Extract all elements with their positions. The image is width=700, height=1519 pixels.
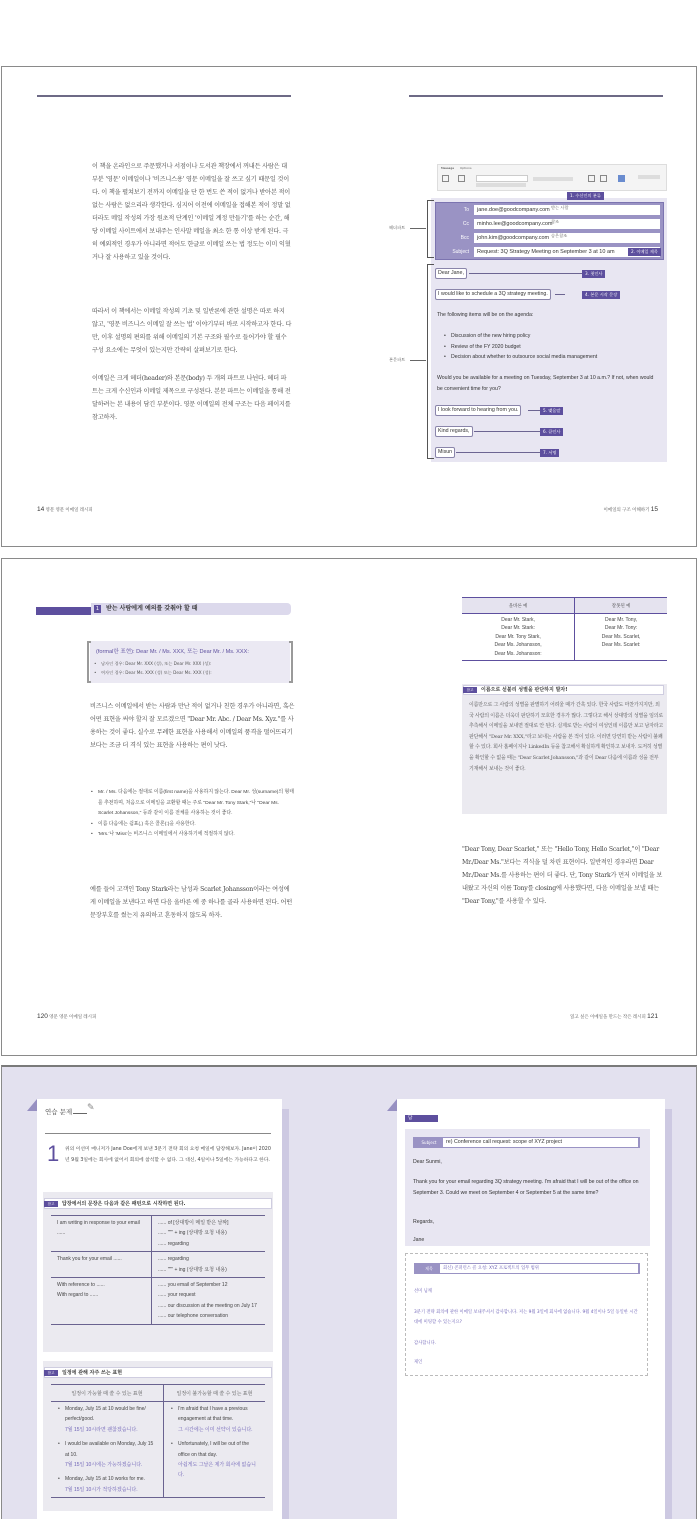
header-wrong: 잘못된 예 <box>575 598 667 614</box>
answer-email <box>405 1129 650 1246</box>
header-part-label: 헤더파트 <box>389 225 406 230</box>
section-heading <box>36 603 291 615</box>
answer-card <box>397 1099 665 1519</box>
send-icon <box>442 175 449 182</box>
field-to <box>436 204 661 216</box>
expression-en: Monday, July 15 at 10 would be fine/ perfect/good. <box>65 1406 146 1423</box>
translation-subject-row <box>414 1263 640 1274</box>
expression-kr: 7월 15일 10시라면 괜찮겠습니다. <box>65 1426 138 1433</box>
correct-example: Dear Ms. Johansson, <box>494 642 542 649</box>
expression-en: I would be available on Monday, July 15 at 10. <box>65 1441 154 1458</box>
connector-line <box>410 228 426 229</box>
answer-regards: Regards, <box>413 1219 435 1225</box>
field-cc <box>436 218 661 230</box>
header-bracket <box>427 200 434 258</box>
box-title: 답장에서의 문장은 다음과 같은 패턴으로 시작하면 된다. <box>62 1201 186 1207</box>
expression-item <box>65 1404 157 1435</box>
header-correct: 올바른 예 <box>462 598 575 614</box>
exercise-title: 연습 문제 <box>45 1108 73 1116</box>
pattern-option: ...... regarding <box>158 1240 189 1247</box>
connector-line <box>410 360 426 361</box>
card-shadow <box>665 1109 672 1519</box>
pattern-option: ...... your request <box>158 1292 196 1299</box>
expression-kr: 그 시간에는 이미 선약이 있습니다. <box>178 1426 253 1433</box>
header-unavailable: 일정이 불가능할 때 쓸 수 있는 표현 <box>164 1385 266 1402</box>
tag-subject: 2. 이메일 제목 <box>628 248 661 256</box>
translation-greeting: 선미 님께 <box>414 1289 432 1294</box>
box-title: 일정에 관해 자주 쓰는 표현 <box>62 1370 123 1376</box>
agenda-list <box>443 331 663 363</box>
agenda-item: • Review of the FY 2020 budget <box>451 342 663 353</box>
box-badge: 참고 <box>44 1201 58 1207</box>
tag-opening: 4. 본문 시작 문장 <box>582 291 620 299</box>
toolbar-tab-options: Options <box>460 166 472 170</box>
header-rule-left <box>37 95 291 97</box>
connector-line <box>474 431 540 432</box>
agenda-item: • Decision about whether to outsource social media management <box>451 352 663 363</box>
rules-list <box>90 788 295 841</box>
header-available: 일정이 가능할 때 쓸 수 있는 표현 <box>51 1385 164 1402</box>
title-underline <box>73 1113 87 1114</box>
agenda-item: • Discussion of the new hiring policy <box>451 331 663 342</box>
chapter-title: 이메일의 구조 이해하기 <box>603 507 650 512</box>
font-select <box>476 175 528 182</box>
available-expressions <box>51 1402 164 1498</box>
book-title: 영문 영문 이메일 레시피 <box>49 1014 97 1019</box>
answer-greeting: Dear Sunmi, <box>413 1159 442 1165</box>
question-number: 1 <box>47 1141 60 1166</box>
format-buttons <box>476 183 526 187</box>
pattern-right <box>152 1216 266 1252</box>
connector-line <box>555 294 565 295</box>
footer-left <box>37 506 93 513</box>
expression-kr: 아쉽게도 그날은 제가 회사에 없습니다. <box>178 1462 257 1479</box>
expression-item <box>178 1404 259 1435</box>
agenda-intro: The following items will be on the agenda: <box>437 312 534 318</box>
translation-regards: 감사합니다. <box>414 1341 437 1346</box>
expression-item <box>65 1439 157 1470</box>
tip-header <box>463 685 664 695</box>
pattern-option: ...... our telephone conversation <box>158 1313 229 1320</box>
answer-name: Jane <box>413 1237 425 1243</box>
paragraph-formal-usage: 비즈니스 이메일에서 받는 사람과 만난 적이 없거나 친한 경우가 아니라면, 혹은 어떤 표현을 써야 할지 잘 모르겠으면 "Dear Mr. Abc. / Dear Ms. Xyz."를 사용하는 것이 좋다. 실수로 무례한 표현을 사용해서 이메일의 품격을 떨어뜨리기보다는 조금 더 격식 있는 표현을 사용하는 편이 낫다. <box>90 703 295 749</box>
card-shadow <box>282 1109 289 1519</box>
correct-example: Dear Mr. Stark, <box>501 617 535 623</box>
field-label-subject: Subject <box>452 249 469 255</box>
pencil-icon: ✎ <box>87 1103 95 1113</box>
section-bar-accent <box>36 607 91 615</box>
formal-item-female: • 여자인 경우: Dear Ms. XXX (성) 또는 Dear Ms. XXX (성): <box>101 668 212 677</box>
field-label-cc: Cc <box>462 221 469 227</box>
correct-vs-wrong-table <box>462 597 667 661</box>
tables-icon <box>618 175 625 182</box>
signoff-callout: Kind regards, <box>435 426 473 437</box>
properties-buttons <box>638 175 660 179</box>
table-row <box>51 1278 265 1325</box>
opening-callout: I would like to schedule a 3Q strategy meeting. <box>435 289 551 300</box>
intro-paragraph-2: 따라서 이 책에서는 이메일 작성의 기초 및 일반론에 관한 설명은 따로 하지 않고, '영문 비즈니스 이메일 잘 쓰는 법' 이야기부터 바로 시작하고자 한다. 다만, 이후 설명의 편의를 위해 이메일의 기본 구조와 필수로 들어가야 할 필수 구성 요소에는 무엇이 있는지만 간략히 살펴보기로 한다. <box>92 308 292 354</box>
note-bcc: 숨은참조 <box>551 233 568 238</box>
field-value-subject: Request: 3Q Strategy Meeting on September 3 at 10 am <box>474 247 660 257</box>
paragraph-example: 예를 들어 고객인 Tony Stark라는 남성과 Scarlet Johansson이라는 여성에게 이메일을 보낸다고 하면 다음 올바른 예 중 하나를 골라 사용하면 된다. 어떤 문장부호를 썼는지 유의하고 혼동하지 않도록 하자. <box>90 886 293 919</box>
page-number: 121 <box>647 1013 658 1020</box>
translation-subject-value: 회신) 콘퍼런스 콜 요청: XYZ 프로젝트의 업무 범위 <box>440 1264 638 1273</box>
expression-en: Monday, July 15 at 10 works for me. <box>65 1476 145 1483</box>
pattern-option: ...... """ + ing (상대방 요청 내용) <box>158 1266 227 1273</box>
card-corner <box>387 1099 397 1111</box>
intro-paragraph-1: 이 책을 온라인으로 주문했거나 서점이나 도서관 책장에서 꺼내든 사람은 대부분 '영문' 이메일이나 '비즈니스용' 영문 이메일을 잘 쓰고 싶기 때문일 것이다. 이 책을 펼쳐보기 전까지 이메일을 단 한 번도 쓴 적이 없거나 받아본 적이 없는 사람은 없으리라 생각한다. 심지어 이전에 이메일을 접해본 적이 정말 없더라도 메일 작성의 가장 원초적 단계인 '이메일 계정 만들기'를 하는 순간, 해당 이메일 사이트에서 보내주는 인사말 메일을 최소 한 통 이상 받게 된다. 극히 예외적인 경우가 아니라면 적어도 한글로 이메일 쓰는 법 정도는 이미 익혔거나 잘 사용하고 있을 것이다. <box>92 163 291 261</box>
paragraph-informal: "Dear Tony, Dear Scarlet," 또는 "Hello Tony, Hello Scarlet,"이 "Dear Mr./Dear Ms."보다는 격식을 덜 차린 표현이다. 일반적인 경우라면 Dear Mr./Dear Ms.를 사용하는 편이 더 좋다. 단, Tony Stark가 먼저 이메일을 보내왔고 자신의 이름 Tony를 closing에 사용했다면, 다음 이메일을 보낼 때는 "Dear Tony,"를 사용할 수 있다. <box>462 846 663 905</box>
subject-value: re) Conference call request: scope of XYZ project <box>443 1138 638 1147</box>
expression-item <box>178 1439 259 1481</box>
toolbar-tab-message: Message <box>441 166 455 170</box>
box-badge: 참고 <box>44 1370 58 1376</box>
unavailable-expressions <box>164 1402 266 1498</box>
table-row <box>51 1252 265 1278</box>
paste-icon <box>458 175 465 182</box>
correct-examples <box>462 614 575 661</box>
field-value-to: jane.doe@goodcompany.com <box>474 205 660 215</box>
mail-body-area <box>431 198 667 462</box>
attach-icon <box>588 175 595 182</box>
pattern-left: Thank you for your email ...... <box>51 1252 152 1278</box>
greeting-callout: Dear Jane, <box>435 268 467 279</box>
rule-item: • 이름 다음에는 쉼표(,) 혹은 콜론(:)을 사용한다. <box>98 820 295 831</box>
body-part-label: 본문파트 <box>389 357 406 362</box>
correct-example: Dear Ms. Johansson: <box>494 650 542 657</box>
bracket-left <box>87 641 91 683</box>
email-structure-figure <box>417 164 667 462</box>
field-value-cc: minho.lee@goodcompany.com <box>474 219 660 229</box>
correct-example: Dear Mr. Stark: <box>501 625 535 632</box>
box-header <box>44 1198 272 1209</box>
expression-kr: 7월 15일 10시에는 가능하겠습니다. <box>65 1462 143 1469</box>
tip-badge: 참고 <box>463 687 477 693</box>
field-bcc <box>436 232 661 244</box>
section-title: 받는 사람에게 예의를 갖춰야 할 때 <box>106 605 198 612</box>
pattern-option: ...... """ + ing (상대방 요청 내용) <box>158 1230 227 1237</box>
page-number: 120 <box>37 1013 48 1020</box>
reply-patterns-box <box>43 1192 273 1352</box>
tip-text: 이름만으로 그 사람의 성별을 판별하기 어려울 때가 간혹 있다. 한국 사람도 마찬가지지만, 외국 사람의 이름은 더욱더 판단하기 모호한 경우가 많다. 그렇다고 해서 상대방의 성별을 임의로 추측해서 이메일을 보내면 절대로 안 된다. 실제로 받는 사람이 여성인데 이름만 보고 남자라고 판단해서 "Dear Mr. XXX,"라고 보내는 사람을 본 적이 있다. 이러면 당연히 받는 사람이 불쾌할 수 있다. 회사 홈페이지나 LinkedIn 등을 참고해서 확실하게 확인하고 보내자. 도저히 성별을 확인할 수 없을 때는 "Dear Scarlet Johansson,"과 같이 Dear 다음에 이름과 성을 전부 기재해서 보내는 것이 좋다. <box>469 702 664 772</box>
chapter-title: 읽고 싶은 이메일을 만드는 작은 레시피 <box>570 1014 646 1019</box>
wrong-example: Dear Mr. Tony, <box>605 617 638 623</box>
rule-item: • 'Mrs.'나 'Miss'는 비즈니스 이메일에서 사용하기에 적절하지 않다. <box>98 830 295 841</box>
wrong-example: Dear Ms. Scarlet: <box>601 642 641 649</box>
meeting-question: Would you be available for a meeting on Tuesday, September 3 at 10 a.m.? If not, when would be convenient time for you? <box>437 375 654 392</box>
note-cc: 참조 <box>551 219 560 224</box>
field-value-bcc: john.kim@goodcompany.com <box>474 233 660 243</box>
translation-box <box>405 1253 648 1376</box>
paragraph-buttons <box>533 177 573 181</box>
field-label-bcc: Bcc <box>460 235 469 241</box>
footer-right <box>570 1013 658 1020</box>
tag-greeting: 3. 첫인사 <box>582 270 605 278</box>
pattern-option: ...... you email of September 12 <box>158 1282 228 1289</box>
bracket-right <box>289 641 293 683</box>
exercise-card <box>37 1099 282 1519</box>
tag-recipient-types: 1. 수신인의 분류 <box>567 192 604 200</box>
pattern-right <box>152 1278 266 1325</box>
schedule-table <box>51 1384 265 1498</box>
wrong-examples <box>575 614 667 661</box>
tag-signoff: 6. 끝인사 <box>540 428 563 436</box>
pattern-left: With reference to ...... With regard to ...... <box>51 1278 152 1325</box>
translation-body: 3분기 전략 회의에 관한 이메일 보내주셔서 감사합니다. 저는 9월 3일에 회사에 없습니다. 9월 4일이나 5일 동일한 시간대에 미팅할 수 있는지요? <box>414 1310 638 1325</box>
connector-line <box>469 273 595 274</box>
translation-subject-label: 제목 <box>425 1266 433 1271</box>
expression-item <box>65 1474 157 1495</box>
schedule-expressions-box <box>43 1361 273 1511</box>
rule-item: • Mr. / Ms. 다음에는 절대로 이름(first name)을 사용하지 않는다. Dear Mr. 성(surname)의 형태를 추천하며, 처음으로 이메일을 교환할 때는 주로 "Dear Mr. Tony Stark,"나 "Dear Ms. Scarlet Johansson," 등과 같이 이름 전체를 사용하는 것이 좋다. <box>98 788 295 820</box>
intro-paragraph-3: 이메일은 크게 헤더(header)와 본문(body) 두 개의 파트로 나뉜다. 헤더 파트는 크게 수신인과 이메일 제목으로 구성된다. 본문 파트는 이메일을 통해 전달하려는 본 내용이 담긴 부분이다. 영문 이메일의 전체 구조는 다음 페이지를 참고하자. <box>92 375 291 421</box>
question-text: 위의 이선미 매니저가 Jane Doe에게 보낸 3분기 전략 회의 요청 메일에 답장해보자. Jane이 2020년 9월 3일에는 회사에 없어서 회의에 참석할 수 없다. 그 대신, 4일이나 5일에는 가능하다고 한다. <box>65 1147 271 1163</box>
pattern-left: I am writing in response to your email ...... <box>57 1220 140 1237</box>
card-corner <box>27 1099 37 1111</box>
connector-line <box>528 410 540 411</box>
body-bracket <box>427 264 434 459</box>
footer-right <box>604 506 658 513</box>
signature-icon <box>600 175 607 182</box>
tip-box <box>462 684 667 814</box>
wrong-example: Dear Mr. Tony: <box>604 625 638 632</box>
footer-left <box>37 1013 96 1020</box>
divider <box>45 1133 271 1134</box>
pattern-right <box>152 1252 266 1278</box>
tip-title: 이름으로 섣불리 성별을 판단하지 말자! <box>481 687 568 693</box>
expression-kr: 7월 15일 10시가 적당하겠습니다. <box>65 1486 138 1493</box>
box-header <box>44 1367 272 1378</box>
expression-en: I'm afraid that I have a previous engagement at that time. <box>178 1406 248 1423</box>
formal-items <box>96 659 212 677</box>
mail-toolbar <box>437 164 667 191</box>
pattern-option: ...... our discussion at the meeting on July 17 <box>158 1302 257 1309</box>
answer-subject-row <box>413 1137 640 1148</box>
book-title: 영문 영문 이메일 레시피 <box>45 507 93 512</box>
expression-en: Unfortunately, I will be out of the office on that day. <box>178 1441 250 1458</box>
pattern-option: ...... of [상대방이 메일 받은 날짜] <box>158 1220 229 1226</box>
closing-callout: I look forward to hearing from you. <box>435 405 521 416</box>
signature-callout: Misun <box>435 447 455 458</box>
page-number: 15 <box>650 506 658 513</box>
wrong-example: Dear Ms. Scarlet, <box>601 633 641 640</box>
tag-signature: 7. 서명 <box>540 449 559 457</box>
correct-example: Dear Mr. Tony Stark, <box>495 633 541 640</box>
tag-closing: 5. 맺음말 <box>540 407 563 415</box>
translation-name: 제인 <box>414 1360 423 1365</box>
header-rule-right <box>409 95 663 97</box>
pattern-option: ...... regarding <box>158 1256 189 1263</box>
subject-label: Subject <box>421 1140 437 1145</box>
table-row <box>51 1216 265 1252</box>
connector-line <box>456 452 540 453</box>
field-label-to: To <box>463 207 469 213</box>
answer-badge: 답 <box>405 1115 438 1122</box>
formal-title: (formal한 표현): Dear Mr. / Ms. XXX, 또는 Dear Mr. / Ms. XXX: <box>96 649 249 655</box>
answer-body: Thank you for your email regarding 3Q strategy meeting. I'm afraid that I will be out of the office on September 3. Could we meet on September 4 or September 5 at the same time? <box>413 1179 639 1196</box>
formal-expression-box <box>90 641 290 683</box>
formal-item-male: • 남자인 경우: Dear Mr. XXX (성), 또는 Dear Mr. XXX (성): <box>101 659 212 668</box>
note-to: 받는 사람 <box>551 205 569 210</box>
page-number: 14 <box>37 506 45 513</box>
patterns-table <box>51 1215 265 1325</box>
section-number: 1 <box>95 606 100 612</box>
